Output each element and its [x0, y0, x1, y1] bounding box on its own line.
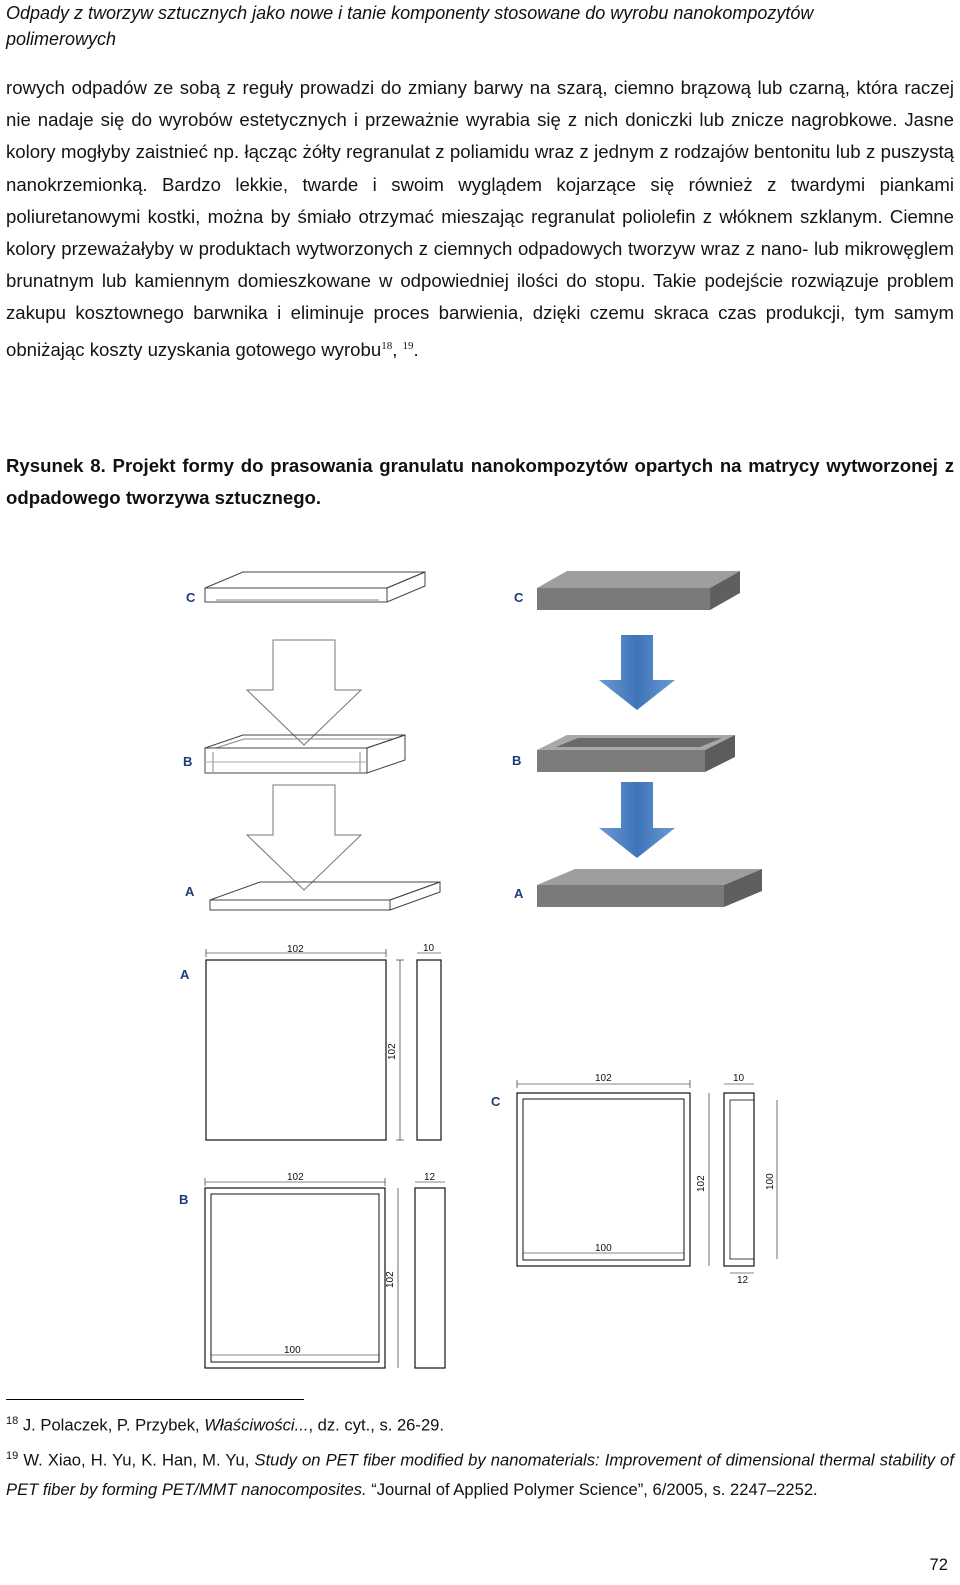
wireframe-exploded-view	[205, 572, 440, 910]
footnote-number-19: 19	[6, 1449, 19, 1462]
running-header: Odpady z tworzyw sztucznych jako nowe i tanie komponenty stosowane do wyrobu nanokompozytów polimerowych	[6, 3, 814, 49]
page-number: 72	[929, 1555, 948, 1574]
solid-plate-c	[537, 571, 740, 610]
dim-a-height: 102	[387, 1043, 398, 1060]
footnote-19-source: “Journal of Applied Polymer Science”, 6/2005, s. 2247–2252.	[366, 1480, 818, 1500]
dim-a-thickness: 10	[423, 943, 435, 954]
dim-b-thickness: 12	[424, 1172, 436, 1183]
drawing-c	[517, 1080, 777, 1273]
footnote-19-title: Study on PET fiber modified by nanomaterials: Improvement of dimensional thermal stability of PET fiber by forming PET/MMT nanocomposites.	[6, 1450, 954, 1500]
solid-plate-a	[537, 869, 762, 907]
label-a-wire: A	[185, 884, 195, 899]
label-c-solid: C	[514, 590, 524, 605]
footnote-18-title: Właściwości...	[204, 1415, 309, 1435]
footnote-number-18: 18	[6, 1415, 19, 1427]
label-b-solid: B	[512, 753, 522, 768]
dim-b-width: 102	[287, 1172, 304, 1183]
wire-plate-a	[210, 882, 440, 910]
dim-b-inner: 100	[284, 1345, 301, 1356]
dim-a-width: 102	[287, 944, 304, 955]
blue-arrow-2	[599, 782, 675, 858]
label-c-drawing: C	[491, 1094, 501, 1109]
body-paragraph	[6, 72, 954, 366]
label-c-wire: C	[186, 590, 196, 605]
label-a-drawing: A	[180, 967, 190, 982]
dim-c-height-inner: 100	[765, 1173, 776, 1190]
label-b-drawing: B	[179, 1192, 189, 1207]
body-text-end: .	[413, 338, 419, 360]
label-a-solid: A	[514, 886, 524, 901]
figure-caption: Rysunek 8. Projekt formy do prasowania granulatu nanokompozytów opartych na matrycy wytworzonej z odpadowego tworzywa sztucznego.	[6, 455, 954, 508]
footnote-18-source: , dz. cyt., s. 26-29.	[308, 1415, 445, 1435]
footnote-separator	[6, 1399, 304, 1400]
footnote-18	[6, 1406, 954, 1441]
dim-c-inner: 100	[595, 1243, 612, 1254]
hollow-arrow-1	[247, 640, 361, 745]
body-text-main: rowych odpadów ze sobą z reguły prowadzi do zmiany barwy na szarą, ciemno brązową lub czarną, która raczej nie nadaje się do wyrobów estetycznych i przeważnie wyrabia się z nich doniczki lub znicze nagrobkowe. Jasne kolory mogłyby zaistnieć np. łącząc żółty regranulat z poliamidu wraz z jednym z rodzajów bentonitu lub z puszystą nanokrzemionką. Bardzo lekkie, twarde i swoim wyglądem kojarzące się również z twardymi piankami poliuretanowymi kostki, można by śmiało otrzymać mieszając regranulat poliolefin z włóknem szklanym. Ciemne kolory przeważałyby w produktach wytworzonych z ciemnych odpadowych tworzyw wraz z nano- lub mikrowęglem brunatnym lub kamiennym domieszkowane w odpowiedniej ilości do stopu. Takie podejście rozwiązuje problem zakupu kosztownego barwnika i eliminuje proces barwienia, dzięki czemu skraca czas produkcji, tym samym obniżając koszty uzyskania gotowego wyrobu	[6, 77, 954, 360]
hollow-arrow-2	[247, 785, 361, 890]
dim-c-thickness: 10	[733, 1073, 745, 1084]
dim-b-height: 102	[385, 1271, 396, 1288]
footnote-19-authors: W. Xiao, H. Yu, K. Han, M. Yu,	[18, 1450, 255, 1470]
solid-exploded-view	[537, 571, 762, 907]
footnote-ref-19[interactable]: 19	[402, 339, 414, 352]
figure-svg	[0, 560, 960, 1390]
solid-frame-b	[537, 735, 735, 772]
ref-separator: ,	[392, 338, 403, 360]
drawing-b	[205, 1178, 445, 1368]
dim-c-thickness-bottom: 12	[737, 1275, 749, 1286]
footnote-19	[6, 1441, 954, 1506]
dim-c-width: 102	[595, 1073, 612, 1084]
footnotes	[6, 1406, 954, 1505]
footnote-18-authors: J. Polaczek, P. Przybek,	[18, 1415, 205, 1435]
dim-c-height: 102	[696, 1175, 707, 1192]
figure-mold-design	[0, 560, 960, 1390]
footnote-ref-18[interactable]: 18	[381, 339, 393, 352]
label-b-wire: B	[183, 754, 193, 769]
drawing-a	[206, 949, 441, 1140]
wire-plate-c	[205, 572, 425, 602]
blue-arrow-1	[599, 635, 675, 710]
